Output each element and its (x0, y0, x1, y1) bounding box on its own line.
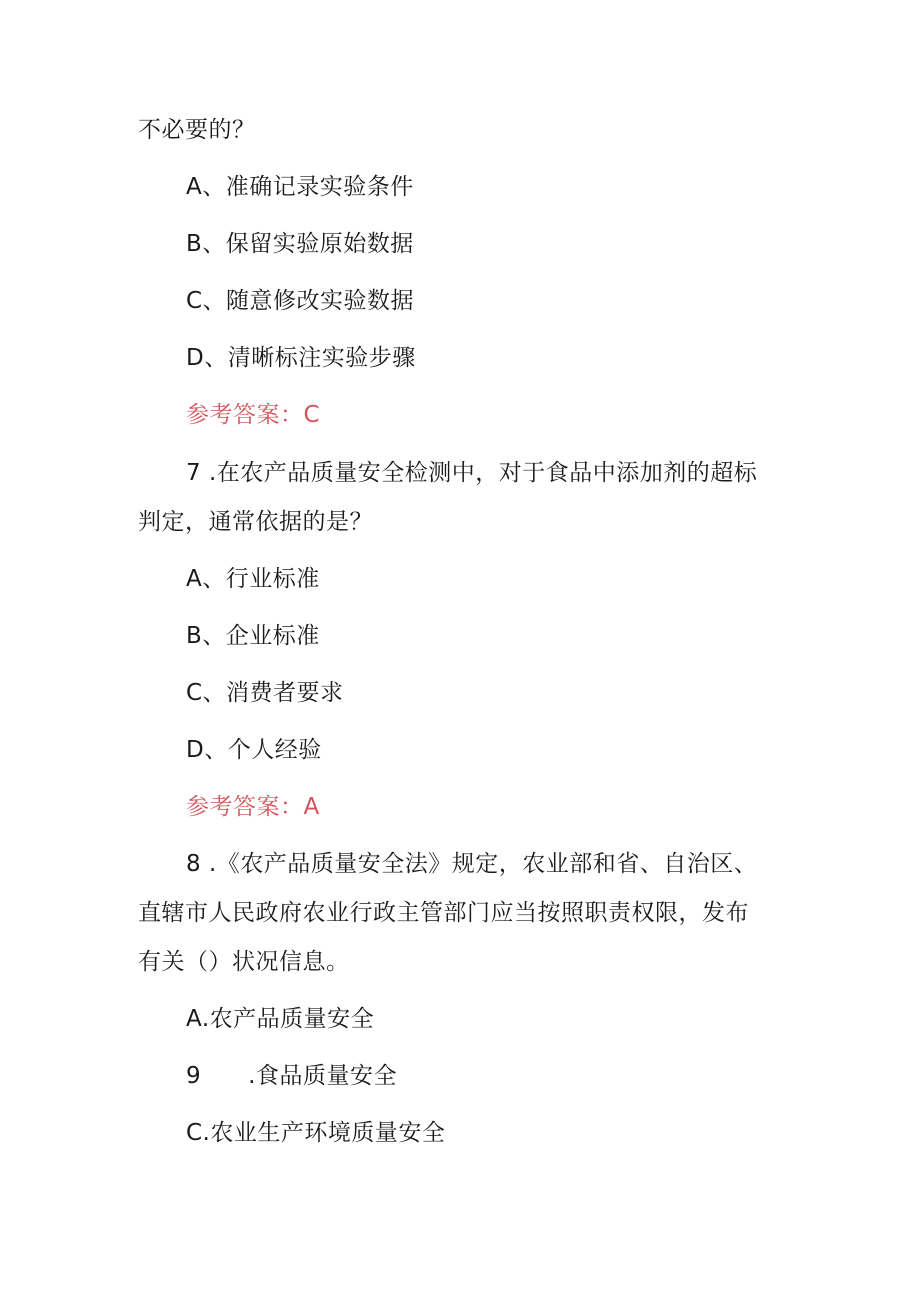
question-8-text-line-3: 有关（）状况信息。 (138, 949, 350, 975)
question-7-answer: 参考答案：A (186, 794, 320, 820)
question-7-text-line-1: 7 .在农产品质量安全检测中，对于食品中添加剂的超标 (186, 460, 758, 486)
question-8-option-b: 9 .食品质量安全 (186, 1063, 397, 1089)
question-6-tail: 不必要的？ (138, 117, 256, 143)
question-7-option-b: B、企业标准 (186, 623, 320, 649)
question-8-option-a: A.农产品质量安全 (186, 1006, 375, 1032)
question-7-text-line-2: 判定，通常依据的是？ (138, 509, 373, 535)
question-6-option-d: D、清晰标注实验步骤 (186, 345, 416, 371)
question-6-option-a: A、准确记录实验条件 (186, 174, 414, 200)
question-6-answer: 参考答案：C (186, 402, 321, 428)
question-7-option-a: A、行业标准 (186, 566, 320, 592)
question-8-text-line-2: 直辖市人民政府农业行政主管部门应当按照职责权限，发布 (138, 900, 749, 926)
question-6-option-c: C、随意修改实验数据 (186, 288, 415, 314)
question-8-option-c: C.农业生产环境质量安全 (186, 1120, 446, 1146)
question-7-option-d: D、个人经验 (186, 737, 322, 763)
question-7-option-c: C、消费者要求 (186, 680, 344, 706)
question-8-text-line-1: 8 .《农产品质量安全法》规定，农业部和省、自治区、 (186, 851, 758, 877)
question-6-option-b: B、保留实验原始数据 (186, 231, 414, 257)
